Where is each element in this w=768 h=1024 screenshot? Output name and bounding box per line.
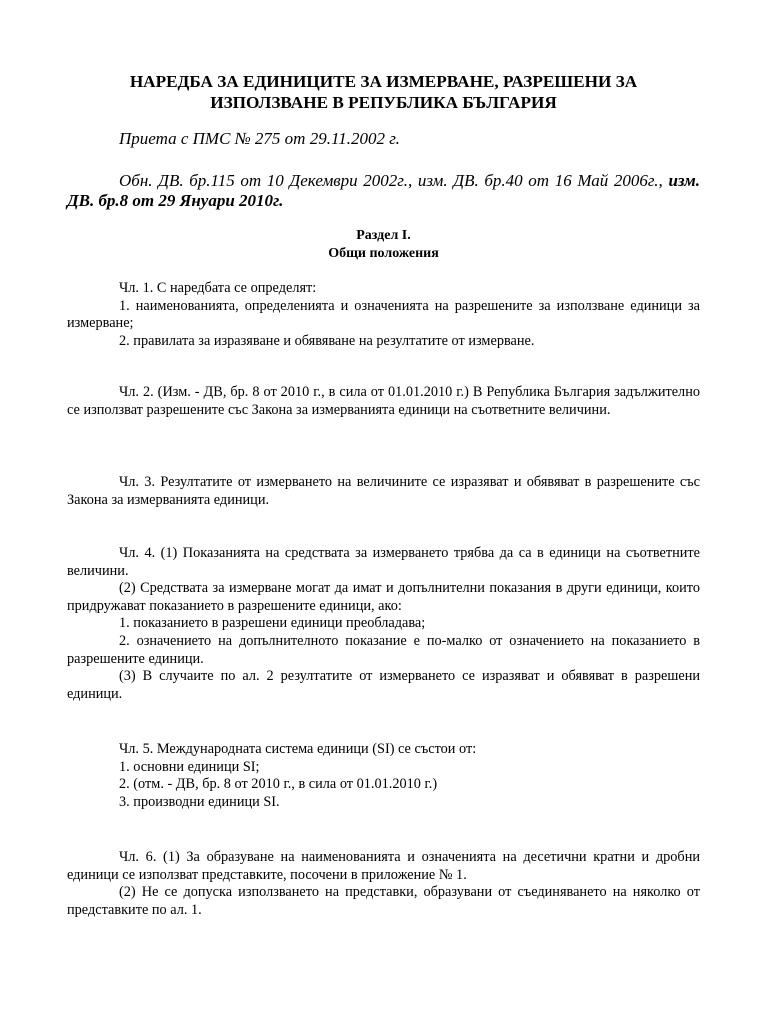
article-5 [67, 741, 700, 811]
article-4-line-5: (3) В случаите по ал. 2 резултатите от измерването се изразяват и обявяват в разрешени единици. [67, 668, 700, 702]
publication-note [67, 171, 700, 211]
article-6-line-2: (2) Не се допуска използването на представки, образувани от съединяването на няколко от представките по ал. 1. [67, 884, 700, 918]
article-1 [67, 280, 700, 350]
article-6-line-1: Чл. 6. (1) За образуване на наименованията и означенията на десетични кратни и дробни единици се използват представките, посочени в приложение № 1. [67, 849, 700, 883]
article-3 [67, 474, 700, 509]
publication-bold: изм. ДВ. бр.8 от 29 Януари 2010г. [67, 171, 700, 210]
section-number: Раздел I. [356, 228, 411, 243]
document-title [67, 72, 700, 113]
article-4-line-1: Чл. 4. (1) Показанията на средствата за измерването трябва да са в единици на съответните величини. [67, 545, 700, 579]
publication-regular: Обн. ДВ. бр.115 от 10 Декември 2002г., изм. ДВ. бр.40 от 16 Май 2006г., [119, 171, 669, 190]
article-3-line-1: Чл. 3. Резултатите от измерването на величините се изразяват и обявяват в разрешените със Закона за измерванията единици. [67, 474, 700, 508]
article-4-line-2: (2) Средствата за измерване могат да имат и допълнителни показания в други единици, които придружават показанието в разрешените единици, ако: [67, 580, 700, 614]
article-4-line-4: 2. означението на допълнителното показание е по-малко от означението на показанието в разрешените единици. [67, 632, 700, 667]
article-5-line-4: 3. производни единици SI. [119, 793, 280, 810]
article-1-line-3: 2. правилата за изразяване и обявяване на резултатите от измерване. [119, 332, 535, 349]
adoption-note: Приета с ПМС № 275 от 29.11.2002 г. [119, 129, 400, 148]
article-1-line-1: Чл. 1. С наредбата се определят: [119, 280, 317, 296]
article-2-line-1: Чл. 2. (Изм. - ДВ, бр. 8 от 2010 г., в сила от 01.01.2010 г.) В Република България задължително се използват разрешените със Закона за измерванията единици на съответните величини. [67, 384, 700, 418]
article-5-line-1: Чл. 5. Международната система единици (SI) се състои от: [119, 741, 477, 757]
title-line-2: ИЗПОЛЗВАНЕ В РЕПУБЛИКА БЪЛГАРИЯ [210, 92, 557, 112]
article-6 [67, 849, 700, 919]
section-title: Общи положения [328, 246, 439, 261]
article-4 [67, 545, 700, 703]
article-1-line-2: 1. наименованията, определенията и означенията на разрешените за използване единици за измерване; [67, 297, 700, 332]
article-5-line-2: 1. основни единици SI; [119, 758, 260, 775]
section-heading [67, 227, 700, 263]
article-4-line-3: 1. показанието в разрешени единици преобладава; [119, 615, 426, 632]
title-line-1: НАРЕДБА ЗА ЕДИНИЦИТЕ ЗА ИЗМЕРВАНЕ, РАЗРЕШЕНИ ЗА [129, 72, 638, 91]
article-2 [67, 384, 700, 419]
article-5-line-3: 2. (отм. - ДВ, бр. 8 от 2010 г., в сила от 01.01.2010 г.) [119, 776, 438, 793]
